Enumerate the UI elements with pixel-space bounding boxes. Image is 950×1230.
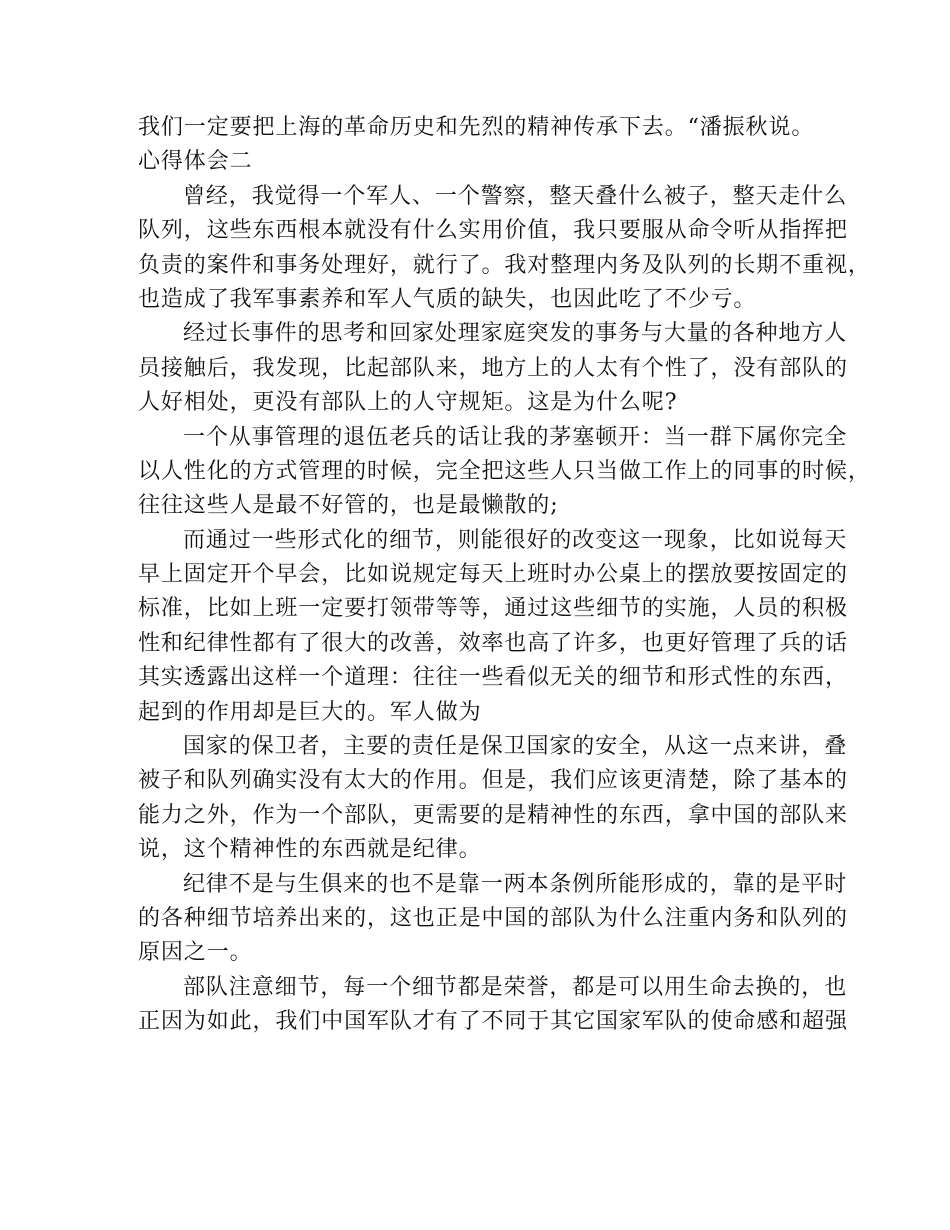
text-line: 纪律不是与生俱来的也不是靠一两本条例所能形成的，靠的是平时 <box>183 871 848 897</box>
text-line: 能力之外，作为一个部队，更需要的是精神性的东西，拿中国的部队来 <box>138 802 848 828</box>
text-line: 说，这个精神性的东西就是纪律。 <box>138 837 482 863</box>
text-line: 员接触后，我发现，比起部队来，地方上的人太有个性了，没有部队的 <box>138 355 848 381</box>
text-line: 经过长事件的思考和回家处理家庭突发的事务与大量的各种地方人 <box>183 321 848 347</box>
text-line: 我们一定要把上海的革命历史和先烈的精神传承下去。“潘振秋说。 <box>138 115 815 140</box>
text-line: 也造成了我军事素养和军人气质的缺失，也因此吃了不少亏。 <box>138 286 757 312</box>
document-body <box>138 111 871 1040</box>
text-line: 部队注意细节，每一个细节都是荣誉，都是可以用生命去换的，也 <box>183 974 848 1000</box>
text-line: 正因为如此，我们中国军队才有了不同于其它国家军队的使命感和超强 <box>138 1009 848 1035</box>
text-line: 以人性化的方式管理的时候，完全把这些人只当做工作上的同事的时候， <box>138 458 871 484</box>
text-line: 标准，比如上班一定要打领带等等，通过这些细节的实施，人员的积极 <box>138 596 848 622</box>
text-line: 负责的案件和事务处理好，就行了。我对整理内务及队列的长期不重视， <box>138 252 871 278</box>
text-line: 被子和队列确实没有太大的作用。但是，我们应该更清楚，除了基本的 <box>138 768 848 794</box>
section-heading: 心得体会二 <box>138 149 253 175</box>
text-line: 早上固定开个早会，比如说规定每天上班时办公桌上的摆放要按固定的 <box>138 562 848 588</box>
text-line: 性和纪律性都有了很大的改善，效率也高了许多，也更好管理了兵的话 <box>138 630 848 656</box>
text-line: 队列，这些东西根本就没有什么实用价值，我只要服从命令听从指挥把 <box>138 218 848 244</box>
text-line: 一个从事管理的退伍老兵的话让我的茅塞顿开：当一群下属你完全 <box>183 424 848 450</box>
text-line: 国家的保卫者，主要的责任是保卫国家的安全，从这一点来讲，叠 <box>183 734 848 760</box>
text-line: 其实透露出这样一个道理：往往一些看似无关的细节和形式性的东西， <box>138 665 848 691</box>
text-line: 起到的作用却是巨大的。军人做为 <box>138 699 482 725</box>
text-line: 往往这些人是最不好管的，也是最懒散的; <box>138 493 559 519</box>
text-line: 人好相处，更没有部队上的人守规矩。这是为什么呢? <box>138 390 678 416</box>
text-line: 的各种细节培养出来的，这也正是中国的部队为什么注重内务和队列的 <box>138 905 848 931</box>
text-line: 曾经，我觉得一个军人、一个警察，整天叠什么被子，整天走什么 <box>183 183 848 209</box>
text-line: 原因之一。 <box>138 940 253 966</box>
text-line: 而通过一些形式化的细节，则能很好的改变这一现象，比如说每天 <box>183 527 848 553</box>
